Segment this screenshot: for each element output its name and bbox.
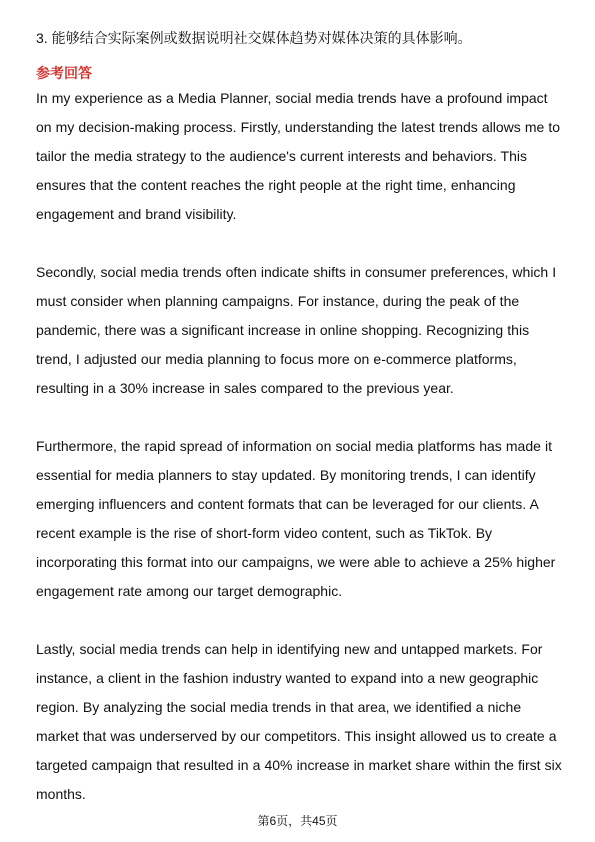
- answer-paragraph: Lastly, social media trends can help in identifying new and untapped markets. For instance, a client in the fashion industry wanted to expand into a new geographic region. By analyzing the social media trends in that area, we identified a niche market that was underserved by our competitors. This insight allowed us to create a targeted campaign that resulted in a 40% increase in market share within the first six months.: [36, 641, 562, 802]
- question-text: 3. 能够结合实际案例或数据说明社交媒体趋势对媒体决策的具体影响。: [36, 30, 472, 46]
- page-number-footer: 第6页，共45页: [257, 814, 338, 828]
- answer-paragraph: In my experience as a Media Planner, social media trends have a profound impact on my decision-making process. Firstly, understanding the latest trends allows me to tailor the media strategy to the audience's current interests and behaviors. This ensures that the content reaches the right people at the right time, enhancing engagement and brand visibility.: [36, 90, 561, 222]
- answer-paragraph: Furthermore, the rapid spread of information on social media platforms has made it essential for media planners to stay updated. By monitoring trends, I can identify emerging influencers and content formats that can be leveraged for our clients. A recent example is the rise of short-form video content, such as TikTok. By incorporating this format into our campaigns, we were able to achieve a 25% higher engagement rate among our target demographic.: [36, 438, 556, 599]
- answer-heading: 参考回答: [36, 65, 92, 81]
- answer-body: [36, 84, 564, 809]
- answer-paragraph: Secondly, social media trends often indicate shifts in consumer preferences, which I must consider when planning campaigns. For instance, during the peak of the pandemic, there was a significant increase in online shopping. Recognizing this trend, I adjusted our media planning to focus more on e-commerce platforms, resulting in a 30% increase in sales compared to the previous year.: [36, 264, 557, 396]
